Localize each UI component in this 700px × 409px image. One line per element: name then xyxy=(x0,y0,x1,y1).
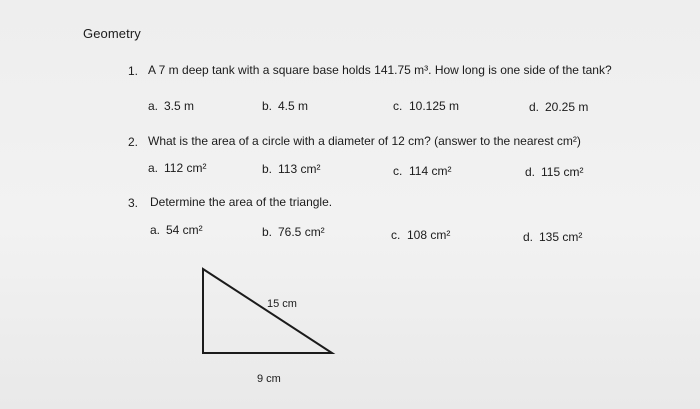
question-2-option-c xyxy=(393,164,451,178)
question-3-option-b xyxy=(262,225,325,239)
option-value: 54 cm² xyxy=(166,223,203,237)
option-value: 135 cm² xyxy=(539,230,583,244)
option-letter: a. xyxy=(148,161,159,175)
question-3-text: Determine the area of the triangle. xyxy=(150,195,333,209)
question-1-option-c xyxy=(393,99,459,113)
question-3-number: 3. xyxy=(128,196,139,210)
base-label: 9 cm xyxy=(257,373,281,385)
option-value: 76.5 cm² xyxy=(278,225,325,239)
option-value: 114 cm² xyxy=(409,164,452,178)
option-value: 20.25 m xyxy=(545,100,589,114)
worksheet-title: Geometry xyxy=(83,26,141,41)
question-1-text: A 7 m deep tank with a square base holds 141.75 m³. How long is one side of the tank? xyxy=(148,63,612,77)
option-letter: d. xyxy=(523,230,534,244)
option-letter: c. xyxy=(391,228,401,242)
question-3-option-a xyxy=(150,223,203,237)
option-value: 3.5 m xyxy=(164,99,195,113)
option-value: 10.125 m xyxy=(409,99,460,113)
question-2-number: 2. xyxy=(128,135,139,149)
option-letter: d. xyxy=(525,165,536,179)
option-letter: a. xyxy=(150,223,161,237)
option-letter: c. xyxy=(393,164,403,178)
question-2-option-a xyxy=(148,161,206,175)
option-letter: a. xyxy=(148,99,159,113)
question-1-number: 1. xyxy=(128,64,139,78)
option-value: 108 cm² xyxy=(407,228,451,242)
option-letter: b. xyxy=(262,225,273,239)
option-value: 4.5 m xyxy=(278,99,309,113)
option-value: 115 cm² xyxy=(541,165,584,179)
option-letter: d. xyxy=(529,100,540,114)
question-1-option-b xyxy=(262,99,308,113)
question-3-option-d xyxy=(523,230,582,244)
question-1-option-a xyxy=(148,99,194,113)
question-2-option-b xyxy=(262,162,320,176)
option-letter: b. xyxy=(262,99,273,113)
option-letter: b. xyxy=(262,162,273,176)
option-value: 112 cm² xyxy=(164,161,207,175)
triangle-shape xyxy=(203,269,332,353)
hypotenuse-label: 15 cm xyxy=(267,298,297,310)
option-value: 113 cm² xyxy=(278,162,321,176)
right-triangle-diagram xyxy=(195,265,340,360)
question-2-text: What is the area of a circle with a diameter of 12 cm? (answer to the nearest cm²) xyxy=(148,134,581,148)
option-letter: c. xyxy=(393,99,403,113)
question-1-option-d xyxy=(529,100,588,114)
question-2-option-d xyxy=(525,165,583,179)
question-3-option-c xyxy=(391,228,450,242)
